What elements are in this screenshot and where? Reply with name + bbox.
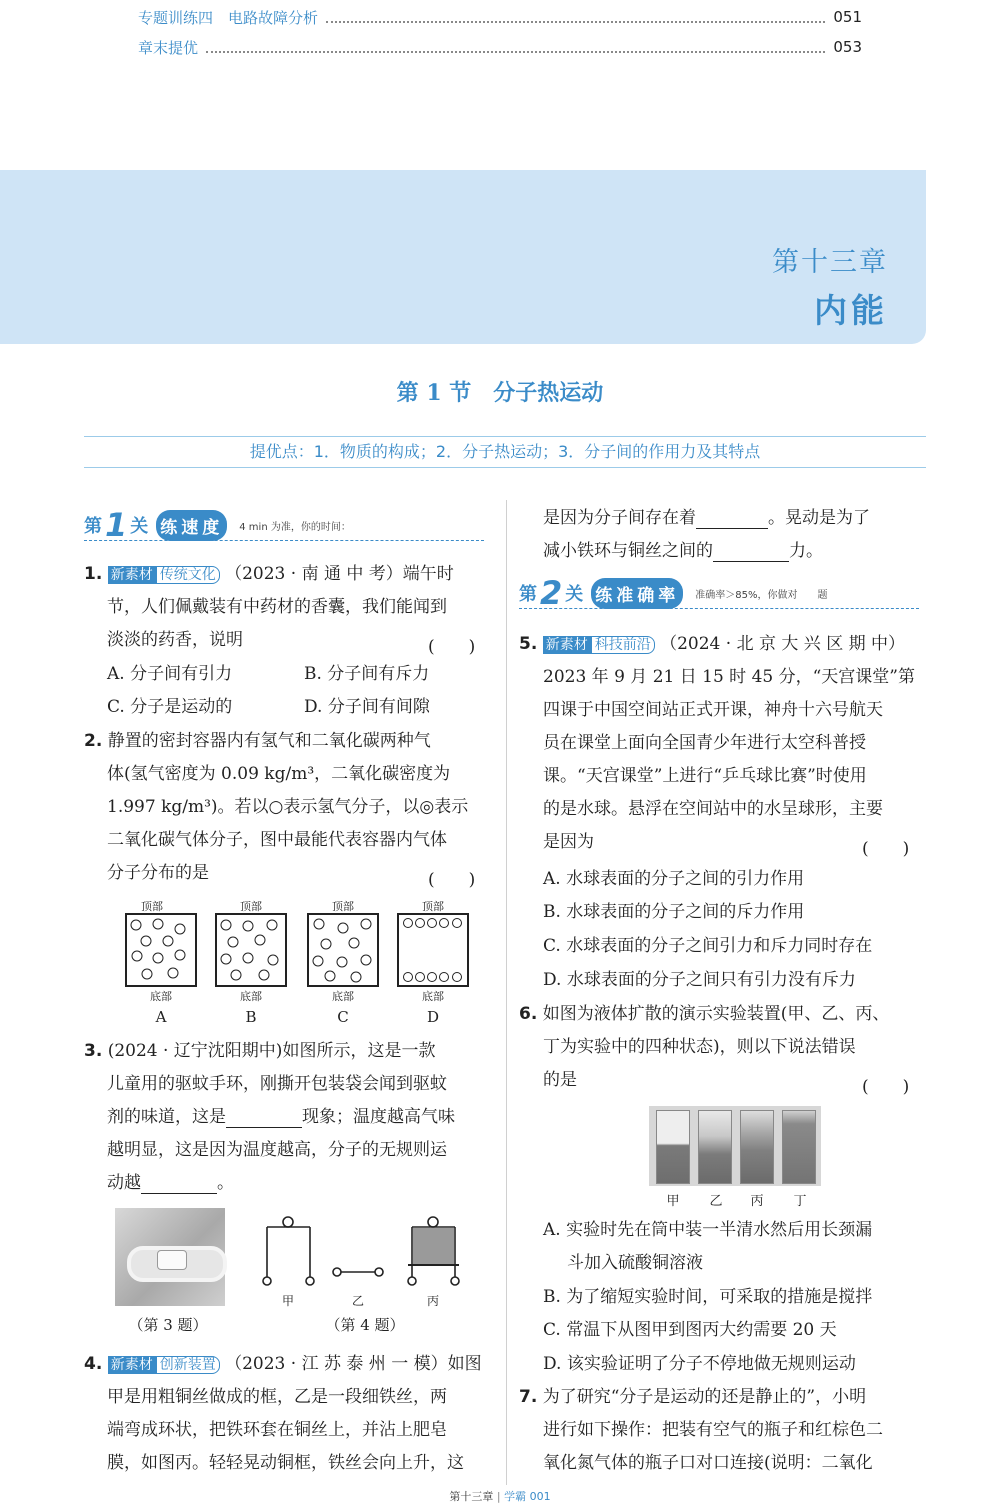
question-number: 6. (519, 1004, 538, 1024)
q4-line-2: 甲是用粗铜丝做成的框，乙是一段细铁丝，两 (107, 1387, 447, 1407)
q6-line-2: 丁为实验中的四种状态)，则以下说法错误 (543, 1037, 856, 1057)
answer-blank[interactable] (696, 508, 768, 529)
q4-cont-line-2 (543, 535, 823, 568)
stage-name: 练速度 (156, 510, 227, 541)
question-source: （2024 · 北 京 大 兴 区 期 中） (660, 634, 906, 654)
q5-line-7: 是因为 (543, 832, 594, 852)
toc-row-2[interactable] (138, 36, 862, 58)
q6-option-c: C. 常温下从图甲到图丙大约需要 20 天 (543, 1320, 837, 1340)
box-top-label-d: 顶部 (422, 900, 444, 913)
q5-answer-paren[interactable]: ( ) (862, 839, 910, 859)
question-text: 如图为液体扩散的演示实验装置(甲、乙、丙、 (542, 1004, 890, 1024)
text-segment: 。晃动是为了 (768, 508, 870, 528)
q6-line-1 (519, 998, 889, 1031)
tag-new-material: 新素材 (543, 636, 591, 654)
q4-cont-line-1 (543, 502, 870, 535)
q5-option-c: C. 水球表面的分子之间引力和斥力同时存在 (543, 936, 873, 956)
q2-molecule-figure (118, 898, 488, 1028)
option-label-b: B (245, 1008, 257, 1026)
q3-line-4: 越明显，这是因为温度越高，分子的无规则运 (107, 1140, 447, 1160)
q1-option-a: A. 分子间有引力 (107, 664, 233, 684)
tag-category: 传统文化 (156, 566, 220, 584)
option-label-c: C (337, 1008, 349, 1026)
q5-line-4: 员在课堂上面向全国青少年进行太空科普授 (543, 733, 866, 753)
toc-leader-dots (326, 11, 825, 23)
stage-number: 1 (105, 506, 128, 544)
q7-line-2: 进行如下操作：把装有空气的瓶子和红棕色二 (543, 1420, 883, 1440)
question-text: 为了研究“分子是运动的还是静止的”，小明 (542, 1387, 867, 1407)
q5-option-b: B. 水球表面的分子之间的斥力作用 (543, 902, 805, 922)
toc-label: 专题训练四 电路故障分析 (138, 8, 319, 27)
question-number: 4. (84, 1354, 103, 1374)
question-source: （2023 · 江 苏 泰 州 一 模）如图 (225, 1354, 482, 1374)
q1-option-b: B. 分子间有斥力 (304, 664, 430, 684)
box-top-label-a: 顶部 (141, 900, 163, 913)
stage-note: 准确率＞85%，你做对 题 (695, 589, 828, 601)
stage-prefix: 第 (519, 584, 537, 605)
question-number: 1. (84, 564, 103, 584)
q6-option-d: D. 该实验证明了分子不停地做无规则运动 (543, 1354, 856, 1374)
q5-option-d: D. 水球表面的分子之间只有引力没有斥力 (543, 970, 856, 990)
q5-line-3: 四课于中国空间站正式开课，神舟十六号航天 (543, 700, 883, 720)
stage-note: 4 min 为准，你的时间： (239, 521, 351, 533)
question-number: 7. (519, 1387, 538, 1407)
q6-line-3: 的是 (543, 1070, 577, 1090)
cyl-label-jia: 甲 (666, 1194, 680, 1209)
footer-chapter: 第十三章 (449, 1490, 494, 1503)
toc-page: 053 (833, 38, 862, 56)
key-points-bar: 提优点：1．物质的构成；2．分子热运动；3．分子间的作用力及其特点 (84, 436, 926, 468)
q2-line-3: 1.997 kg/m³)。若以○表示氢气分子，以◎表示 (107, 797, 469, 817)
question-number: 5. (519, 634, 538, 654)
q2-line-4: 二氧化碳气体分子，图中最能代表容器内气体 (107, 830, 447, 850)
q4-line-3: 端弯成环状，把铁环套在铜丝上，并沾上肥皂 (107, 1420, 447, 1440)
caption-q3: （第 3 题） (128, 1316, 208, 1334)
cylinder-bing (740, 1110, 774, 1184)
question-source: （2023 · 南 通 中 考）端午时 (225, 564, 454, 584)
stage-2-underline (519, 608, 919, 609)
answer-blank[interactable] (713, 541, 789, 562)
option-label-a: A (155, 1008, 167, 1026)
q6-option-a-2: 斗加入硫酸铜溶液 (567, 1253, 703, 1273)
bracelet-capsule (157, 1250, 187, 1270)
stage-name: 练准确率 (591, 578, 683, 609)
stage-suffix: 关 (130, 516, 149, 537)
q1-answer-paren[interactable]: ( ) (428, 637, 476, 657)
cylinder-yi (698, 1110, 732, 1184)
q5-line-5: 课。“天宫课堂”上进行“乒乓球比赛”时使用 (543, 766, 867, 786)
stage-1-underline (84, 540, 484, 541)
answer-blank[interactable] (226, 1107, 302, 1128)
stage-suffix: 关 (565, 584, 584, 605)
box-top-label-b: 顶部 (240, 900, 262, 913)
diffusion-cylinders-photo (649, 1106, 821, 1186)
tag-new-material: 新素材 (108, 1356, 156, 1374)
cylinder-ding (782, 1110, 816, 1184)
q1-option-d: D. 分子间有间隙 (304, 697, 430, 717)
label-yi: 乙 (351, 1294, 365, 1308)
box-bottom-label-d: 底部 (422, 990, 444, 1003)
text-segment: 动越 (107, 1173, 141, 1193)
question-text: (2024 · 辽宁沈阳期中)如图所示，这是一款 (107, 1041, 436, 1061)
toc-page: 051 (833, 8, 862, 26)
bracelet-photo (115, 1208, 225, 1306)
cyl-label-bing: 丙 (750, 1194, 764, 1209)
toc-label: 章末提优 (138, 38, 199, 57)
footer-brand: 学霸 001 (504, 1490, 551, 1503)
text-segment: 现象；温度越高气味 (302, 1107, 455, 1127)
q4-line-1 (84, 1348, 482, 1382)
q1-option-c: C. 分子是运动的 (107, 697, 233, 717)
q3-line-1 (84, 1035, 435, 1068)
q1-line-1 (84, 558, 454, 592)
q7-line-1 (519, 1381, 866, 1414)
tag-new-material: 新素材 (108, 566, 156, 584)
box-a (126, 914, 196, 986)
copper-frame-diagram (255, 1215, 495, 1315)
cyl-label-yi: 乙 (709, 1194, 723, 1209)
q2-line-2: 体(氢气密度为 0.09 kg/m³，二氧化碳密度为 (107, 764, 451, 784)
cylinder-jia (656, 1110, 690, 1184)
label-bing: 丙 (426, 1294, 440, 1308)
box-top-label-c: 顶部 (332, 900, 354, 913)
text-segment: 力。 (789, 541, 823, 561)
stage-number: 2 (540, 574, 563, 612)
question-text: 静置的密封容器内有氢气和二氧化碳两种气 (107, 731, 431, 751)
q1-line-3: 淡淡的药香，说明 (107, 630, 243, 650)
answer-blank[interactable] (141, 1173, 217, 1194)
toc-leader-dots (206, 41, 825, 53)
q2-line-1 (84, 725, 431, 758)
tag-category: 科技前沿 (591, 636, 655, 654)
q5-line-2: 2023 年 9 月 21 日 15 时 45 分，“天宫课堂”第 (543, 667, 915, 687)
q5-option-a: A. 水球表面的分子之间的引力作用 (543, 869, 805, 889)
stage-1-header (84, 506, 351, 544)
column-divider (506, 500, 507, 1485)
text-segment: 剂的味道，这是 (107, 1107, 226, 1127)
q3-line-3 (107, 1101, 455, 1134)
stage-2-header (519, 574, 828, 612)
chapter-number: 第十三章 (772, 247, 888, 278)
toc-row-1[interactable] (138, 6, 862, 28)
text-segment: 减小铁环与铜丝之间的 (543, 541, 713, 561)
box-bottom-label-c: 底部 (332, 990, 354, 1003)
chapter-title: 内能 (814, 291, 888, 330)
q3-line-2: 儿童用的驱蚊手环，刚撕开包装袋会闻到驱蚊 (107, 1074, 447, 1094)
q2-answer-paren[interactable]: ( ) (428, 870, 476, 890)
stage-prefix: 第 (84, 516, 102, 537)
q5-line-6: 的是水球。悬浮在空间站中的水呈球形，主要 (543, 799, 883, 819)
question-number: 3. (84, 1041, 103, 1061)
q6-answer-paren[interactable]: ( ) (862, 1077, 910, 1097)
box-bottom-label-a: 底部 (150, 990, 172, 1003)
q7-line-3: 氧化氮气体的瓶子口对口连接(说明：二氧化 (543, 1453, 873, 1473)
q4-line-4: 膜，如图丙。轻轻晃动铜框，铁丝会向上升，这 (107, 1453, 464, 1473)
caption-q4: （第 4 题） (325, 1316, 405, 1334)
cyl-label-ding: 丁 (793, 1194, 807, 1209)
section-title: 第 1 节 分子热运动 (396, 380, 604, 406)
tag-category: 创新装置 (156, 1356, 220, 1374)
page-footer: 第十三章 | 学霸 001 (449, 1490, 551, 1503)
q1-line-2: 节，人们佩戴装有中药材的香囊，我们能闻到 (107, 597, 447, 617)
q5-line-1 (519, 628, 905, 662)
q6-option-b: B. 为了缩短实验时间，可采取的措施是搅拌 (543, 1287, 873, 1307)
q2-line-5: 分子分布的是 (107, 863, 209, 883)
option-label-d: D (426, 1008, 440, 1026)
text-segment: 。 (217, 1173, 234, 1193)
q6-option-a-1: A. 实验时先在筒中装一半清水然后用长颈漏 (543, 1220, 873, 1240)
label-jia: 甲 (281, 1294, 295, 1308)
question-number: 2. (84, 731, 103, 751)
text-segment: 是因为分子间存在着 (543, 508, 696, 528)
q3-line-5 (107, 1167, 234, 1200)
box-bottom-label-b: 底部 (240, 990, 262, 1003)
